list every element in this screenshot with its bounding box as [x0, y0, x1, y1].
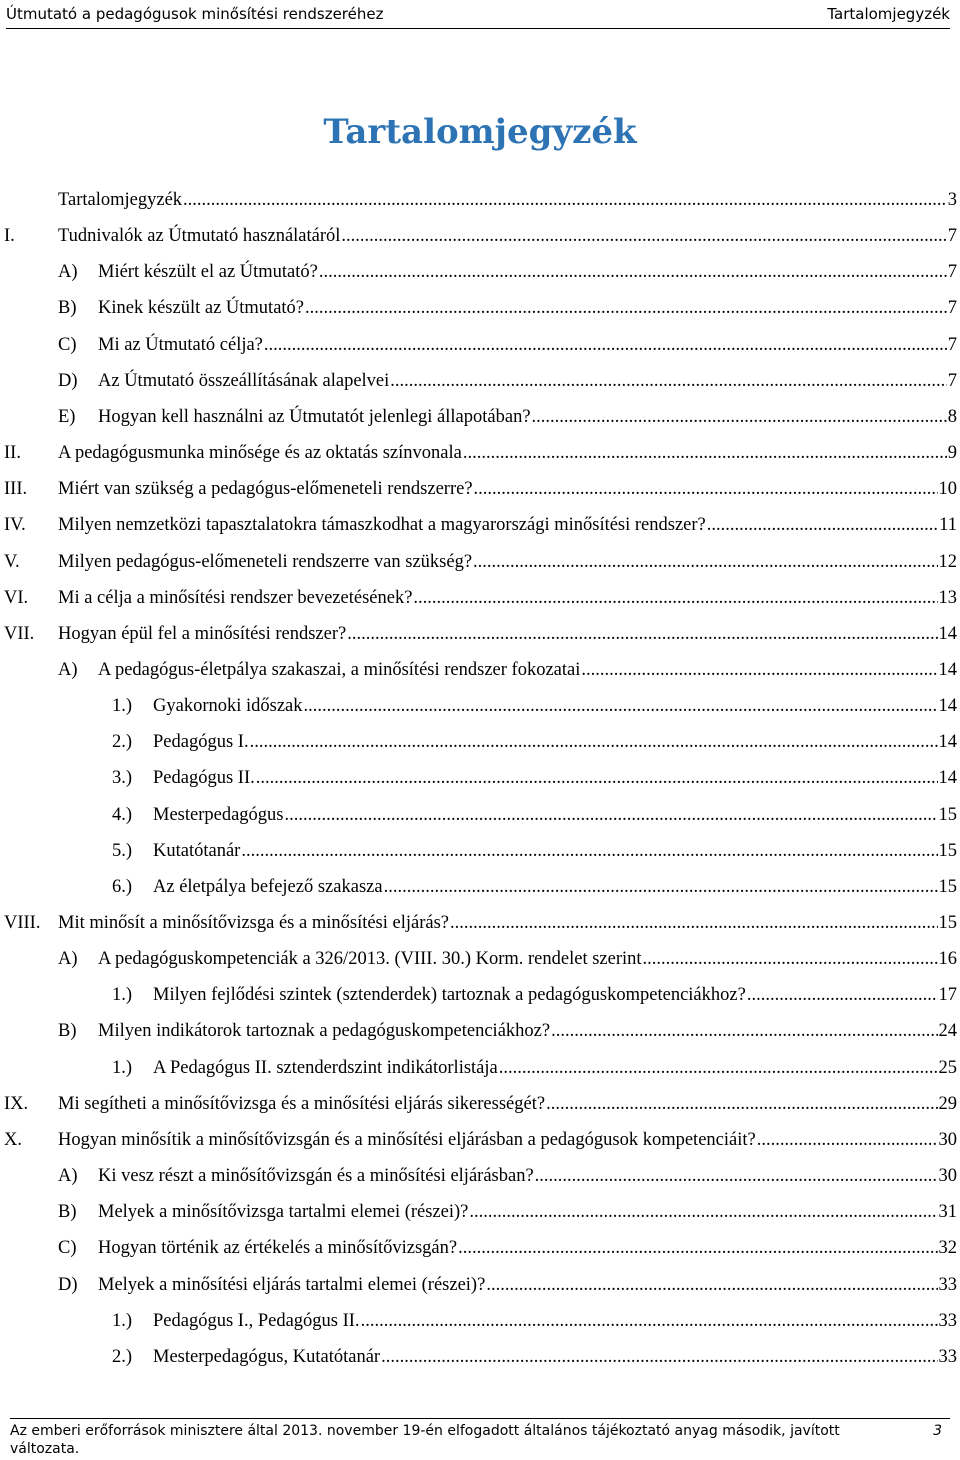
toc-entry-number: IX. — [4, 1094, 29, 1114]
toc-entry-title: Mi az Útmutató célja? — [98, 335, 263, 355]
toc-entry-number: 3.) — [112, 768, 133, 788]
toc-dot-leader — [463, 442, 947, 464]
toc-entry-title: Miért készült el az Útmutató? — [98, 262, 318, 282]
toc-entry-number: 6.) — [112, 877, 133, 897]
toc-entry-page: 15 — [938, 913, 957, 933]
toc-dot-leader — [551, 1020, 937, 1042]
toc-entry-number: II. — [4, 443, 21, 463]
toc-entry-title: A Pedagógus II. sztenderdszint indikátorlistája — [153, 1058, 498, 1078]
toc-entry-page: 30 — [938, 1166, 957, 1186]
toc-entry-page: 11 — [939, 515, 957, 535]
toc-entry-page: 29 — [938, 1094, 957, 1114]
toc-entry-page: 24 — [938, 1021, 957, 1041]
toc-entry-number: A) — [58, 262, 78, 282]
toc-entry[interactable] — [0, 906, 957, 934]
toc-entry-title: Mi a célja a minősítési rendszer bevezetésének? — [58, 588, 413, 608]
toc-entry[interactable] — [0, 725, 957, 753]
toc-entry[interactable] — [0, 1123, 957, 1151]
toc-dot-leader — [532, 406, 947, 428]
toc-entry-page: 10 — [938, 479, 957, 499]
page-header — [6, 0, 950, 29]
toc-entry-title: Kinek készült az Útmutató? — [98, 298, 305, 318]
toc-dot-leader — [304, 695, 938, 717]
toc-dot-leader — [546, 1093, 937, 1115]
toc-entry-page: 31 — [938, 1202, 957, 1222]
toc-entry-title: Hogyan kell használni az Útmutatót jelenlegi állapotában? — [98, 407, 531, 427]
toc-entry-page: 14 — [938, 624, 957, 644]
toc-entry-page: 15 — [938, 841, 957, 861]
footer-note: Az emberi erőforrások minisztere által 2013. november 19-én elfogadott általános tájékoztató anyag második, javított változata. — [10, 1423, 840, 1457]
toc-dot-leader — [319, 261, 947, 283]
toc-entry[interactable] — [0, 1268, 957, 1296]
toc-entry[interactable] — [0, 978, 957, 1006]
toc-dot-leader — [264, 334, 947, 356]
toc-entry-page: 15 — [938, 805, 957, 825]
toc-dot-leader — [473, 551, 937, 573]
toc-entry-number: 1.) — [112, 985, 133, 1005]
toc-entry-number: D) — [58, 371, 78, 391]
toc-entry-title: Gyakornoki időszak — [153, 696, 303, 716]
toc-entry-number: B) — [58, 1021, 77, 1041]
toc-entry[interactable] — [0, 617, 957, 645]
toc-dot-leader — [450, 912, 937, 934]
toc-dot-leader — [757, 1129, 938, 1151]
toc-entry-title: Miért van szükség a pedagógus-előmeneteli rendszerre? — [58, 479, 473, 499]
toc-entry-number: V. — [4, 552, 20, 572]
toc-dot-leader — [747, 984, 938, 1006]
toc-entry-title: Az Útmutató összeállításának alapelvei — [98, 371, 390, 391]
toc-entry[interactable] — [0, 1087, 957, 1115]
toc-entry-number: 5.) — [112, 841, 133, 861]
toc-dot-leader — [285, 804, 938, 826]
toc-entry-title: A pedagóguskompetenciák a 326/2013. (VIII. 30.) Korm. rendelet szerint — [98, 949, 642, 969]
toc-entry-title: Milyen nemzetközi tapasztalatokra támaszkodhat a magyarországi minősítési rendszer? — [58, 515, 706, 535]
toc-entry[interactable] — [0, 1159, 957, 1187]
toc-entry-number: X. — [4, 1130, 22, 1150]
toc-entry-page: 30 — [938, 1130, 957, 1150]
toc-entry[interactable] — [0, 472, 957, 500]
toc-entry-page: 33 — [938, 1311, 957, 1331]
toc-dot-leader — [390, 370, 946, 392]
toc-entry-title: Kutatótanár — [153, 841, 241, 861]
toc-dot-leader — [458, 1237, 937, 1259]
toc-entry-title: Hogyan történik az értékelés a minősítővizsgán? — [98, 1238, 458, 1258]
toc-dot-leader — [361, 1310, 938, 1332]
toc-entry-number: A) — [58, 1166, 78, 1186]
toc-entry[interactable] — [0, 1304, 957, 1332]
toc-entry-number: A) — [58, 949, 78, 969]
toc-entry[interactable] — [0, 761, 957, 789]
toc-dot-leader — [381, 1346, 937, 1368]
toc-entry-page: 13 — [938, 588, 957, 608]
toc-entry-page: 33 — [938, 1275, 957, 1295]
toc-entry[interactable] — [0, 436, 957, 464]
toc-entry[interactable] — [0, 1014, 957, 1042]
toc-entry-title: Mi segítheti a minősítővizsga és a minősítési eljárás sikerességét? — [58, 1094, 546, 1114]
toc-entry-number: 4.) — [112, 805, 133, 825]
toc-entry-page: 25 — [938, 1058, 957, 1078]
toc-entry-page: 9 — [947, 443, 957, 463]
toc-entry-number: C) — [58, 335, 77, 355]
toc-entry[interactable] — [0, 653, 957, 681]
toc-entry[interactable] — [0, 328, 957, 356]
toc-entry-title: Hogyan épül fel a minősítési rendszer? — [58, 624, 347, 644]
toc-dot-leader — [499, 1057, 938, 1079]
toc-entry-page: 7 — [947, 335, 957, 355]
toc-dot-leader — [469, 1201, 937, 1223]
toc-entry[interactable] — [0, 1340, 957, 1368]
toc-dot-leader — [305, 297, 947, 319]
toc-entry-number: VI. — [4, 588, 29, 608]
toc-entry-page: 32 — [938, 1238, 957, 1258]
toc-entry-title: Tudnivalók az Útmutató használatáról — [58, 226, 341, 246]
toc-entry-title: Pedagógus II. — [153, 768, 255, 788]
toc-entry-page: 3 — [947, 190, 957, 210]
footer-page-number: 3 — [933, 1423, 942, 1439]
toc-entry[interactable] — [0, 545, 957, 573]
toc-entry-page: 17 — [938, 985, 957, 1005]
toc-entry-title: Mesterpedagógus — [153, 805, 284, 825]
toc-entry-page: 7 — [947, 298, 957, 318]
toc-entry-title: Tartalomjegyzék — [58, 190, 183, 210]
toc-entry-number: D) — [58, 1275, 78, 1295]
toc-entry[interactable] — [0, 942, 957, 970]
toc-dot-leader — [256, 767, 938, 789]
toc-entry[interactable] — [0, 689, 957, 717]
toc-dot-leader — [707, 514, 938, 536]
toc-dot-leader — [341, 225, 946, 247]
toc-entry-title: Mit minősít a minősítővizsga és a minősítési eljárás? — [58, 913, 450, 933]
toc-entry-title: Hogyan minősítik a minősítővizsgán és a minősítési eljárásban a pedagógusok kompetenciáit? — [58, 1130, 756, 1150]
toc-entry[interactable] — [0, 1195, 957, 1223]
toc-entry-title: Pedagógus I., Pedagógus II. — [153, 1311, 360, 1331]
toc-entry-page: 15 — [938, 877, 957, 897]
toc-entry-page: 8 — [947, 407, 957, 427]
toc-entry-number: C) — [58, 1238, 77, 1258]
toc-entry[interactable] — [0, 1231, 957, 1259]
toc-entry-number: IV. — [4, 515, 26, 535]
toc-entry-page: 12 — [938, 552, 957, 572]
toc-dot-leader — [384, 876, 938, 898]
toc-dot-leader — [347, 623, 937, 645]
toc-entry-number: I. — [4, 226, 15, 246]
toc-entry-page: 14 — [938, 768, 957, 788]
toc-entry-title: Milyen pedagógus-előmeneteli rendszerre van szükség? — [58, 552, 473, 572]
toc-entry-page: 7 — [947, 262, 957, 282]
toc-entry-number: A) — [58, 660, 78, 680]
toc-entry-title: Az életpálya befejező szakasza — [153, 877, 383, 897]
toc-dot-leader — [581, 659, 937, 681]
toc-dot-leader — [486, 1274, 937, 1296]
toc-entry-number: B) — [58, 1202, 77, 1222]
toc-entry-number: 1.) — [112, 1058, 133, 1078]
toc-entry-number: E) — [58, 407, 76, 427]
toc-entry-page: 14 — [938, 660, 957, 680]
toc-entry[interactable] — [0, 291, 957, 319]
toc-entry-title: A pedagógus-életpálya szakaszai, a minősítési rendszer fokozatai — [98, 660, 581, 680]
toc-dot-leader — [241, 840, 937, 862]
toc-entry[interactable] — [0, 581, 957, 609]
toc-entry[interactable] — [0, 1051, 957, 1079]
toc-entry-title: Milyen indikátorok tartoznak a pedagóguskompetenciákhoz? — [98, 1021, 551, 1041]
toc-entry[interactable] — [0, 870, 957, 898]
toc-entry-title: A pedagógusmunka minősége és az oktatás színvonala — [58, 443, 462, 463]
toc-entry-number: 1.) — [112, 1311, 133, 1331]
toc-dot-leader — [183, 189, 947, 211]
toc-entry[interactable] — [0, 508, 957, 536]
toc-entry[interactable] — [0, 183, 957, 211]
page-title: Tartalomjegyzék — [323, 112, 637, 152]
toc-dot-leader — [643, 948, 938, 970]
toc-dot-leader — [474, 478, 938, 500]
toc-dot-leader — [413, 587, 937, 609]
toc-entry-page: 14 — [938, 696, 957, 716]
toc-entry-page: 33 — [938, 1347, 957, 1367]
toc-entry-page: 14 — [938, 732, 957, 752]
toc-entry-page: 7 — [947, 371, 957, 391]
toc-entry-title: Melyek a minősítővizsga tartalmi elemei (részei)? — [98, 1202, 469, 1222]
toc-entry[interactable] — [0, 798, 957, 826]
toc-entry-number: B) — [58, 298, 77, 318]
toc-entry-title: Milyen fejlődési szintek (sztenderdek) tartoznak a pedagóguskompetenciákhoz? — [153, 985, 746, 1005]
toc-dot-leader — [250, 731, 938, 753]
toc-entry[interactable] — [0, 219, 957, 247]
toc-entry-title: Melyek a minősítési eljárás tartalmi elemei (részei)? — [98, 1275, 486, 1295]
toc-entry-number: III. — [4, 479, 28, 499]
toc-entry[interactable] — [0, 400, 957, 428]
toc-entry-number: 2.) — [112, 1347, 133, 1367]
toc-dot-leader — [535, 1165, 938, 1187]
toc-entry-title: Ki vesz részt a minősítővizsgán és a minősítési eljárásban? — [98, 1166, 534, 1186]
toc-entry-page: 7 — [947, 226, 957, 246]
toc-entry-number: VII. — [4, 624, 35, 644]
page-footer — [10, 1418, 950, 1458]
toc-entry[interactable] — [0, 834, 957, 862]
toc-entry-title: Pedagógus I. — [153, 732, 249, 752]
toc-entry[interactable] — [0, 255, 957, 283]
toc-entry-number: 1.) — [112, 696, 133, 716]
header-document-title: Útmutató a pedagógusok minősítési rendszeréhez — [6, 5, 384, 23]
header-section-title: Tartalomjegyzék — [827, 5, 950, 23]
toc-entry[interactable] — [0, 364, 957, 392]
toc-entry-number: VIII. — [4, 913, 41, 933]
toc-entry-page: 16 — [938, 949, 957, 969]
toc-entry-number: 2.) — [112, 732, 133, 752]
toc-entry-title: Mesterpedagógus, Kutatótanár — [153, 1347, 381, 1367]
